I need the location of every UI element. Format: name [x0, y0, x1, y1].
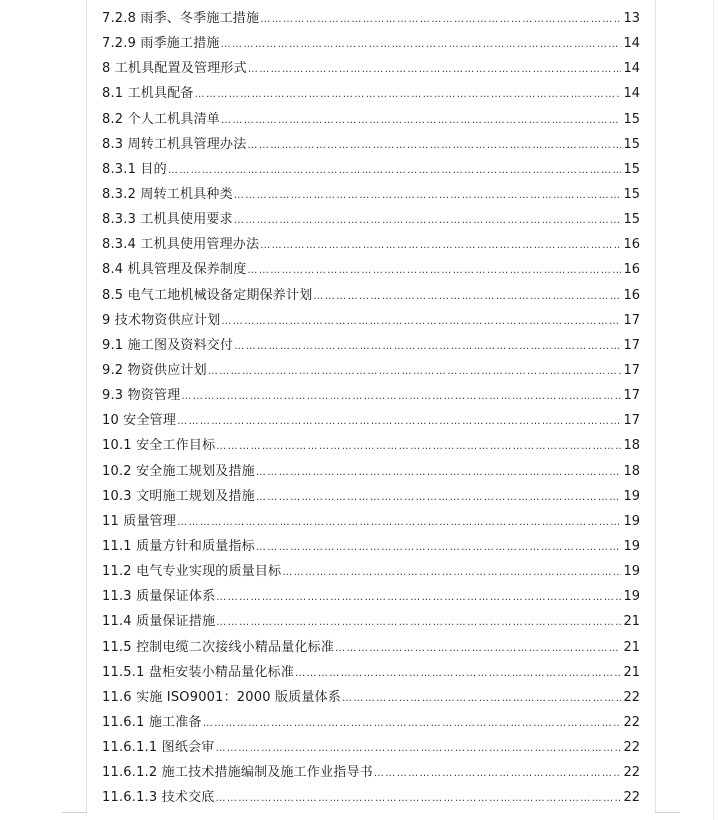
- toc-entry-title: 8.3.2 周转工机具种类: [102, 186, 233, 202]
- toc-entry-title: 11.2 电气专业实现的质量目标: [102, 564, 282, 580]
- toc-dot-leader: [256, 485, 622, 510]
- toc-entry-page-number: 16: [623, 237, 640, 253]
- toc-entry-page-number: 17: [623, 413, 640, 429]
- toc-entry[interactable]: [102, 735, 640, 760]
- toc-entry-page-number: 16: [623, 287, 640, 303]
- toc-dot-leader: [256, 460, 622, 485]
- toc-entry-title: 11.6.1 施工准备: [102, 714, 202, 730]
- toc-dot-leader: [295, 661, 621, 686]
- toc-entry[interactable]: [102, 257, 640, 282]
- toc-entry[interactable]: [102, 308, 640, 333]
- toc-entry[interactable]: [102, 6, 640, 31]
- toc-entry[interactable]: [102, 785, 640, 810]
- toc-dot-leader: [234, 208, 622, 233]
- toc-dot-leader: [282, 560, 621, 585]
- toc-entry-title: 11.5.1 盘柜安装小精品量化标准: [102, 664, 295, 680]
- toc-entry-title: 10 安全管理: [102, 413, 177, 429]
- toc-entry-page-number: 15: [623, 111, 640, 127]
- toc-entry-title: 8 工机具配置及管理形式: [102, 61, 247, 77]
- toc-entry[interactable]: [102, 182, 640, 207]
- toc-dot-leader: [215, 786, 621, 811]
- toc-dot-leader: [247, 133, 621, 158]
- toc-entry-title: 11.6.1.2 施工技术措施编制及施工作业指导书: [102, 765, 373, 781]
- toc-entry-page-number: 16: [623, 262, 640, 278]
- toc-dot-leader: [234, 183, 622, 208]
- toc-entry-title: 7.2.9 雨季施工措施: [102, 36, 220, 52]
- toc-dot-leader: [221, 309, 621, 334]
- toc-entry-title: 7.2.8 雨季、冬季施工措施: [102, 11, 260, 26]
- toc-entry-title: 8.3 周转工机具管理办法: [102, 136, 247, 152]
- toc-entry-page-number: 13: [623, 11, 640, 26]
- toc-entry-page-number: 18: [623, 463, 640, 479]
- toc-entry-page-number: 22: [623, 714, 640, 730]
- toc-entry[interactable]: [102, 358, 640, 383]
- toc-entry-title: 8.3.1 目的: [102, 161, 167, 177]
- toc-entry[interactable]: [102, 484, 640, 509]
- toc-entry-page-number: 19: [623, 589, 640, 605]
- toc-entry-page-number: 17: [623, 337, 640, 353]
- toc-entry-page-number: 22: [623, 765, 640, 781]
- toc-entry[interactable]: [102, 333, 640, 358]
- toc-entry-title: 11.5 控制电缆二次接线小精品量化标准: [102, 639, 335, 655]
- toc-entry-page-number: 17: [623, 388, 640, 404]
- toc-entry-page-number: 17: [623, 362, 640, 378]
- toc-entry-title: 11.4 质量保证措施: [102, 614, 216, 630]
- toc-dot-leader: [177, 409, 621, 434]
- toc-dot-leader: [216, 610, 621, 635]
- toc-entry-title: 9.1 施工图及资料交付: [102, 337, 234, 353]
- corner-mark-bottom-right: [655, 812, 680, 813]
- toc-entry-title: 10.2 安全施工规划及措施: [102, 463, 255, 479]
- toc-dot-leader: [260, 7, 621, 32]
- toc-entry-title: 8.2 个人工机具清单: [102, 111, 221, 127]
- toc-entry-page-number: 15: [623, 136, 640, 152]
- toc-entry-page-number: 19: [623, 538, 640, 554]
- toc-entry-title: 10.1 安全工作目标: [102, 438, 216, 454]
- toc-entry[interactable]: [102, 157, 640, 182]
- toc-dot-leader: [221, 32, 622, 57]
- toc-entry[interactable]: [102, 660, 640, 685]
- toc-entry[interactable]: [102, 56, 640, 81]
- toc-entry[interactable]: [102, 509, 640, 534]
- toc-dot-leader: [181, 384, 621, 409]
- toc-entry-page-number: 21: [623, 639, 640, 655]
- toc-entry-title: 8.3.3 工机具使用要求: [102, 212, 233, 228]
- toc-entry-title: 9 技术物资供应计划: [102, 312, 221, 328]
- toc-dot-leader: [216, 434, 621, 459]
- toc-dot-leader: [260, 233, 621, 258]
- toc-entry[interactable]: [102, 685, 640, 710]
- corner-mark-bottom-left: [62, 812, 87, 813]
- toc-entry-page-number: 22: [623, 790, 640, 806]
- toc-entry[interactable]: [102, 283, 640, 308]
- toc-entry-title: 9.3 物资管理: [102, 388, 181, 404]
- toc-entry[interactable]: [102, 408, 640, 433]
- toc-entry-title: 11.1 质量方针和质量指标: [102, 538, 255, 554]
- toc-dot-leader: [248, 57, 622, 82]
- toc-entry-title: 11 质量管理: [102, 513, 177, 529]
- toc-entry-page-number: 14: [623, 86, 640, 102]
- toc-entry-page-number: 19: [623, 513, 640, 529]
- toc-dot-leader: [256, 535, 622, 560]
- toc-entry-page-number: 21: [623, 614, 640, 630]
- toc-entry-title: 11.6 实施 ISO9001：2000 版质量体系: [102, 689, 342, 705]
- toc-dot-leader: [203, 711, 622, 736]
- toc-dot-leader: [216, 585, 621, 610]
- toc-entry-title: 11.6.1.1 图纸会审: [102, 740, 215, 756]
- toc-entry-title: 11.3 质量保证体系: [102, 589, 216, 605]
- page-edge-right: [713, 0, 714, 820]
- toc-entry-page-number: 17: [623, 312, 640, 328]
- toc-entry[interactable]: [102, 232, 640, 257]
- toc-dot-leader: [215, 736, 621, 761]
- toc-dot-leader: [177, 510, 621, 535]
- toc-entry-page-number: 19: [623, 564, 640, 580]
- toc-entry[interactable]: [102, 559, 640, 584]
- toc-entry-page-number: 15: [623, 186, 640, 202]
- toc-dot-leader: [234, 334, 621, 359]
- toc-entry[interactable]: [102, 710, 640, 735]
- toc-dot-leader: [208, 359, 622, 384]
- toc-entry[interactable]: [102, 584, 640, 609]
- toc-entry[interactable]: [102, 760, 640, 785]
- toc-entry[interactable]: [102, 383, 640, 408]
- toc-dot-leader: [374, 761, 622, 786]
- toc-entry-title: 8.1 工机具配备: [102, 86, 194, 102]
- toc-entry[interactable]: [102, 132, 640, 157]
- toc-entry[interactable]: [102, 459, 640, 484]
- toc-entry-page-number: 21: [623, 664, 640, 680]
- toc-entry-title: 10.3 文明施工规划及措施: [102, 488, 255, 504]
- toc-dot-leader: [342, 686, 621, 711]
- toc-dot-leader: [195, 82, 622, 107]
- toc-entry[interactable]: [102, 534, 640, 559]
- toc-dot-leader: [168, 158, 622, 183]
- toc-entry[interactable]: [102, 107, 640, 132]
- toc-entry[interactable]: [102, 433, 640, 458]
- toc-dot-leader: [335, 636, 621, 661]
- toc-entry-page-number: 19: [623, 488, 640, 504]
- toc-entry-title: 11.6.1.3 技术交底: [102, 790, 215, 806]
- toc-entry-page-number: 14: [623, 36, 640, 52]
- margin-guide-left: [86, 0, 87, 812]
- toc-entry[interactable]: [102, 207, 640, 232]
- toc-entry-title: 8.3.4 工机具使用管理办法: [102, 237, 260, 253]
- toc-dot-leader: [221, 108, 621, 133]
- toc-entry[interactable]: [102, 635, 640, 660]
- toc-dot-leader: [313, 284, 621, 309]
- toc-entry-page-number: 15: [623, 161, 640, 177]
- toc-entry[interactable]: [102, 609, 640, 634]
- toc-entry[interactable]: [102, 31, 640, 56]
- toc-entry-page-number: 15: [623, 212, 640, 228]
- toc-entry-page-number: 18: [623, 438, 640, 454]
- toc-entry-page-number: 22: [623, 740, 640, 756]
- toc-entry[interactable]: [102, 81, 640, 106]
- toc-dot-leader: [247, 258, 621, 283]
- toc-entry-page-number: 22: [623, 689, 640, 705]
- toc-entry-title: 8.4 机具管理及保养制度: [102, 262, 247, 278]
- margin-guide-right: [655, 0, 656, 812]
- table-of-contents: [102, 6, 640, 811]
- toc-entry-page-number: 14: [623, 61, 640, 77]
- toc-entry-title: 8.5 电气工地机械设备定期保养计划: [102, 287, 313, 303]
- toc-entry-title: 9.2 物资供应计划: [102, 362, 207, 378]
